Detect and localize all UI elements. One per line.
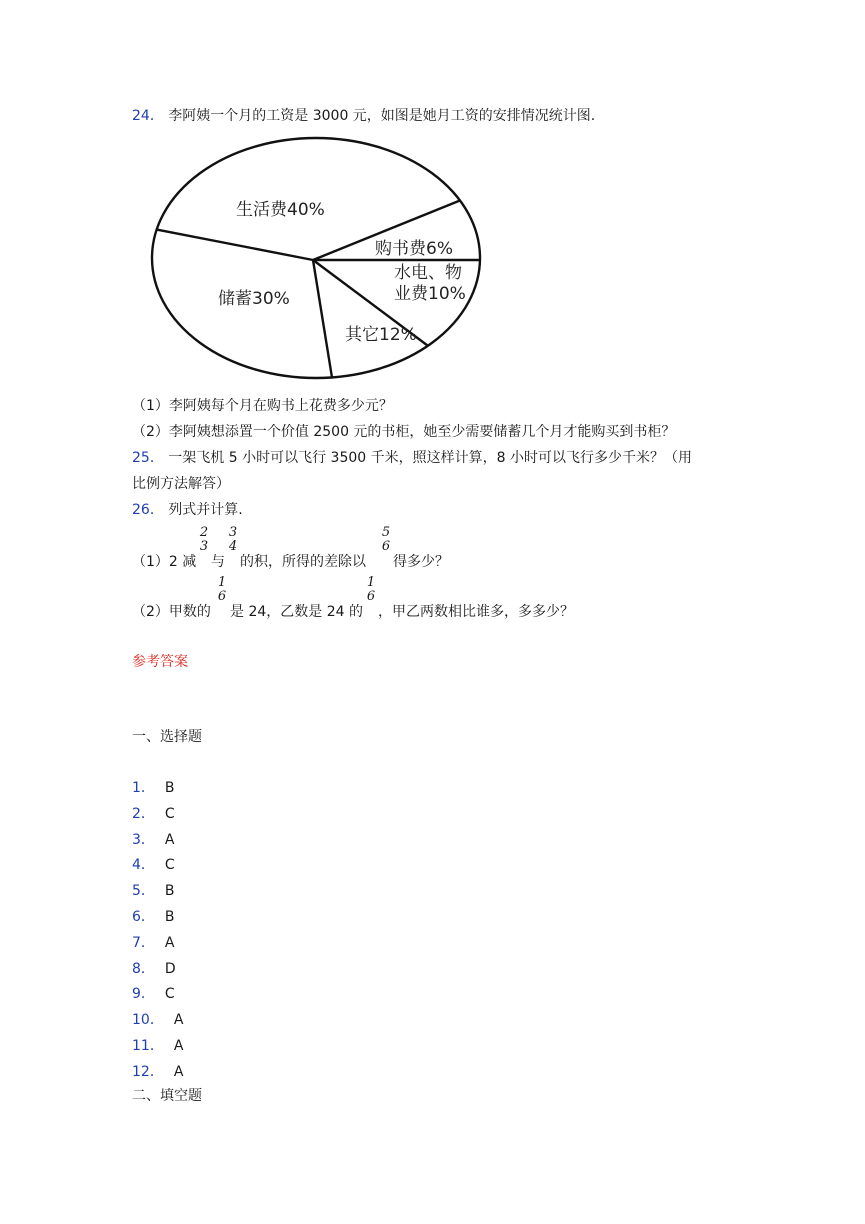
pie-label-savings: 储蓄30% [218,289,290,309]
fraction-denominator: 6 [217,589,227,604]
answer-value: A [173,1012,184,1029]
fraction-1-6-b [366,576,376,604]
question-number: 24． [132,108,164,124]
question-text: 列式并计算. [168,502,243,518]
fraction-numerator: 2 [199,525,209,540]
question-26-sub2-c: ，甲乙两数相比谁多，多多少？ [378,604,574,620]
answer-item [132,959,176,979]
answer-value: C [164,986,175,1003]
answer-value: B [164,909,175,925]
answer-number: 11． [132,1038,164,1054]
answer-number: 2． [132,805,155,822]
question-25-cont: 比例方法解答） [132,476,230,492]
fraction-1-6 [217,576,227,604]
pie-label-books: 购书费6% [375,239,453,259]
answer-item [132,804,175,824]
answer-number: 1． [132,780,155,796]
answer-value: A [164,934,175,951]
answer-value: D [164,960,176,977]
answer-item [132,907,175,927]
answer-number: 8． [132,960,155,977]
fraction-5-6 [381,526,391,554]
answer-item [132,778,175,798]
pie-label-utilities: 水电、物 [394,263,462,283]
answer-number: 7． [132,934,155,951]
answer-value: B [164,780,175,796]
answer-value: A [173,1038,184,1054]
question-26-sub2-b: 是 24，乙数是 24 的 [230,604,363,620]
pie-slice-boundary [313,260,332,377]
section-choice-title: 一、选择题 [132,729,202,745]
answer-item [132,855,175,875]
question-24 [132,106,595,126]
question-26-sub1-d: 得多少？ [393,554,449,570]
answer-value: A [173,1063,184,1080]
answer-number: 4． [132,857,155,874]
answer-number: 3． [132,831,155,848]
answer-value: C [164,857,175,874]
answer-item [132,1062,183,1082]
section-fill-title: 二、填空题 [132,1088,202,1104]
answer-number: 6． [132,909,155,925]
question-26-sub1-c: 的积，所得的差除以 [240,554,366,570]
answer-item [132,1010,183,1030]
fraction-numerator: 5 [381,525,391,540]
fraction-denominator: 6 [366,589,376,604]
answer-item [132,984,175,1004]
answer-number: 9． [132,986,155,1003]
question-number: 25． [132,450,164,466]
answer-number: 10． [132,1012,164,1029]
pie-label-utilities-cont: 业费10% [394,284,466,304]
answer-value: C [164,805,175,822]
question-text: 李阿姨一个月的工资是 3000 元，如图是她月工资的安排情况统计图. [168,108,596,124]
answer-value: A [164,831,175,848]
answer-number: 5． [132,883,155,900]
pie-slice-boundary [157,230,313,260]
fraction-denominator: 6 [381,539,391,554]
question-26 [132,500,243,520]
question-number: 26． [132,502,164,518]
fraction-numerator: 1 [366,575,376,590]
pie-label-living: 生活费40% [236,200,325,220]
question-26-sub1-b: 与 [211,554,225,570]
pie-chart-svg [140,134,492,390]
answer-item [132,1036,183,1056]
question-24-sub1: （1）李阿姨每个月在购书上花费多少元？ [132,398,393,414]
answer-number: 12． [132,1063,164,1080]
answer-value: B [164,883,175,900]
fraction-2-3 [199,526,209,554]
fraction-numerator: 1 [217,575,227,590]
question-26-sub1-a: （1）2 减 [132,554,197,570]
question-text: 一架飞机 5 小时可以飞行 3500 千米，照这样计算，8 小时可以飞行多少千米？（用 [168,450,692,466]
answer-item [132,830,175,850]
answer-title: 参考答案 [132,654,188,670]
pie-chart [140,134,492,390]
fraction-denominator: 4 [228,539,238,554]
fraction-denominator: 3 [199,539,209,554]
answer-item [132,933,175,953]
fraction-3-4 [228,526,238,554]
question-26-sub2-a: （2）甲数的 [132,604,211,620]
question-24-sub2: （2）李阿姨想添置一个价值 2500 元的书柜，她至少需要储蓄几个月才能购买到书柜？ [132,424,676,440]
pie-label-other: 其它12% [345,325,417,345]
question-25 [132,448,692,468]
answer-item [132,881,175,901]
fraction-numerator: 3 [228,525,238,540]
